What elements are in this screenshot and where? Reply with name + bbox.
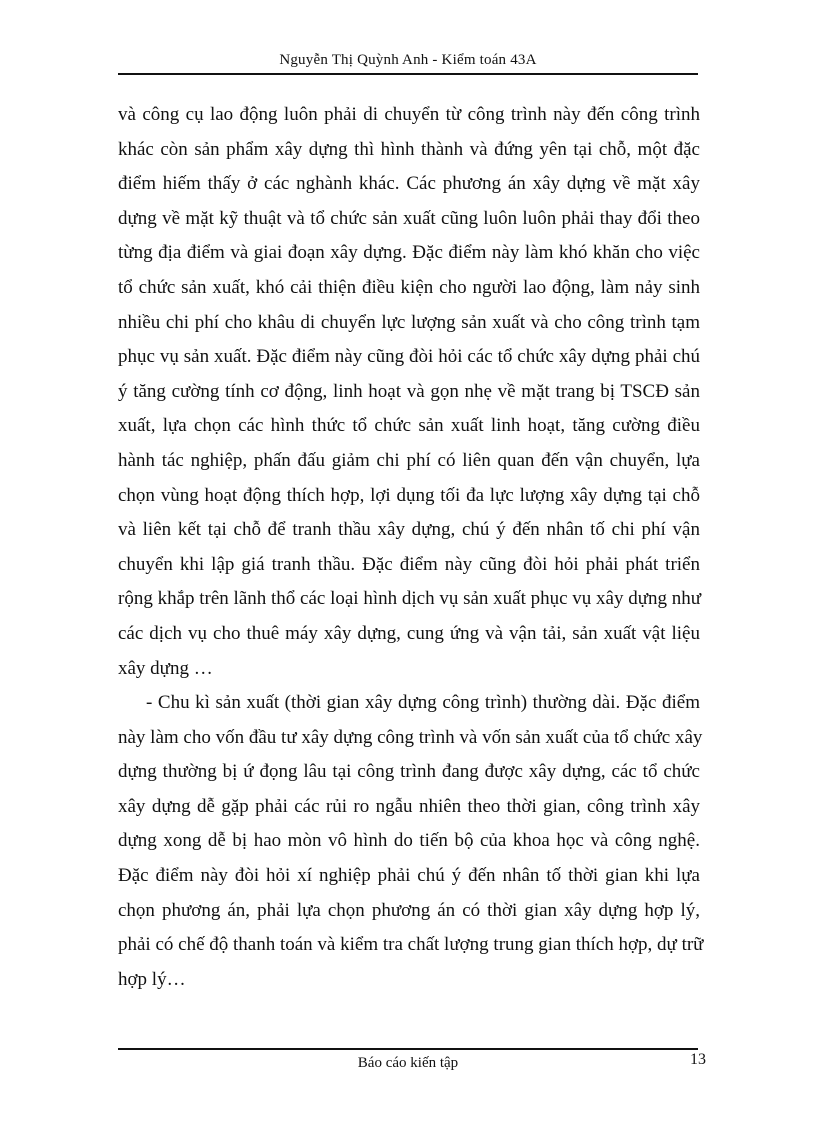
- text-line: phải có chế độ thanh toán và kiểm tra chất lượng trung gian thích hợp, dự trữ: [118, 934, 704, 956]
- header-divider: [118, 73, 698, 75]
- text-line: và công cụ lao động luôn phải di chuyển từ công trình này đến công trình: [118, 104, 700, 125]
- paragraph-1: [118, 98, 700, 686]
- text-line: tổ chức sản xuất, khó cải thiện điều kiện cho người lao động, làm nảy sinh: [118, 276, 700, 298]
- text-line: các dịch vụ cho thuê máy xây dựng, cung ứng và vận tải, sản xuất vật liệu: [118, 622, 700, 644]
- text-line: phục vụ sản xuất. Đặc điểm này cũng đòi hỏi các tổ chức xây dựng phải chú: [118, 346, 700, 368]
- text-line: từng địa điểm và giai đoạn xây dựng. Đặc điểm này làm khó khăn cho việc: [118, 242, 700, 264]
- text-line: điểm hiếm thấy ở các nghành khác. Các phương án xây dựng về mặt xây: [118, 173, 700, 195]
- document-body: [118, 98, 704, 997]
- text-line: ý tăng cường tính cơ động, linh hoạt và gọn nhẹ về mặt trang bị TSCĐ sản: [118, 380, 700, 402]
- text-line: dựng xong dễ bị hao mòn vô hình do tiến bộ của khoa học và công nghệ.: [118, 830, 700, 852]
- text-line: xây dựng …: [118, 657, 213, 679]
- text-line: chọn phương án, phải lựa chọn phương án có thời gian xây dựng hợp lý,: [118, 899, 700, 921]
- text-line: chuyển khi lập giá tranh thầu. Đặc điểm này cũng đòi hỏi phải phát triển: [118, 553, 700, 575]
- paragraph-2: [118, 686, 704, 997]
- text-line: khác còn sản phẩm xây dựng thì hình thành và đứng yên tại chỗ, một đặc: [118, 138, 700, 160]
- text-line: hợp lý…: [118, 968, 186, 990]
- text-line: rộng khắp trên lãnh thổ các loại hình dịch vụ sản xuất phục vụ xây dựng như: [118, 588, 702, 610]
- text-line: dựng về mặt kỹ thuật và tổ chức sản xuất cũng luôn luôn phải thay đổi theo: [118, 207, 700, 229]
- footer-divider: [118, 1048, 698, 1050]
- text-line: chọn vùng hoạt động thích hợp, lợi dụng tối đa lực lượng xây dựng tại chỗ: [118, 484, 700, 506]
- text-line: này làm cho vốn đầu tư xây dựng công trình và vốn sản xuất của tổ chức xây: [118, 726, 703, 748]
- page-number: 13: [690, 1051, 706, 1068]
- page-header: Nguyễn Thị Quỳnh Anh - Kiểm toán 43A: [279, 52, 537, 68]
- text-line: dựng thường bị ứ đọng lâu tại công trình đang được xây dựng, các tổ chức: [118, 761, 700, 783]
- page-footer: Báo cáo kiến tập: [357, 1055, 459, 1071]
- text-line: xây dựng dễ gặp phải các rủi ro ngẫu nhiên theo thời gian, công trình xây: [118, 795, 700, 817]
- text-line: và liên kết tại chỗ để tranh thầu xây dựng, chú ý đến nhân tố chi phí vận: [118, 519, 700, 541]
- text-line: hành tác nghiệp, phấn đấu giảm chi phí có liên quan đến vận chuyển, lựa: [118, 449, 700, 471]
- text-line: xuất, lựa chọn các hình thức tổ chức sản xuất linh hoạt, tăng cường điều: [118, 415, 700, 437]
- text-line: nhiều chi phí cho khâu di chuyển lực lượng sản xuất và cho công trình tạm: [118, 311, 700, 333]
- text-line: Đặc điểm này đòi hỏi xí nghiệp phải chú ý đến nhân tố thời gian khi lựa: [118, 865, 700, 887]
- text-line: - Chu kì sản xuất (thời gian xây dựng công trình) thường dài. Đặc điểm: [146, 692, 700, 714]
